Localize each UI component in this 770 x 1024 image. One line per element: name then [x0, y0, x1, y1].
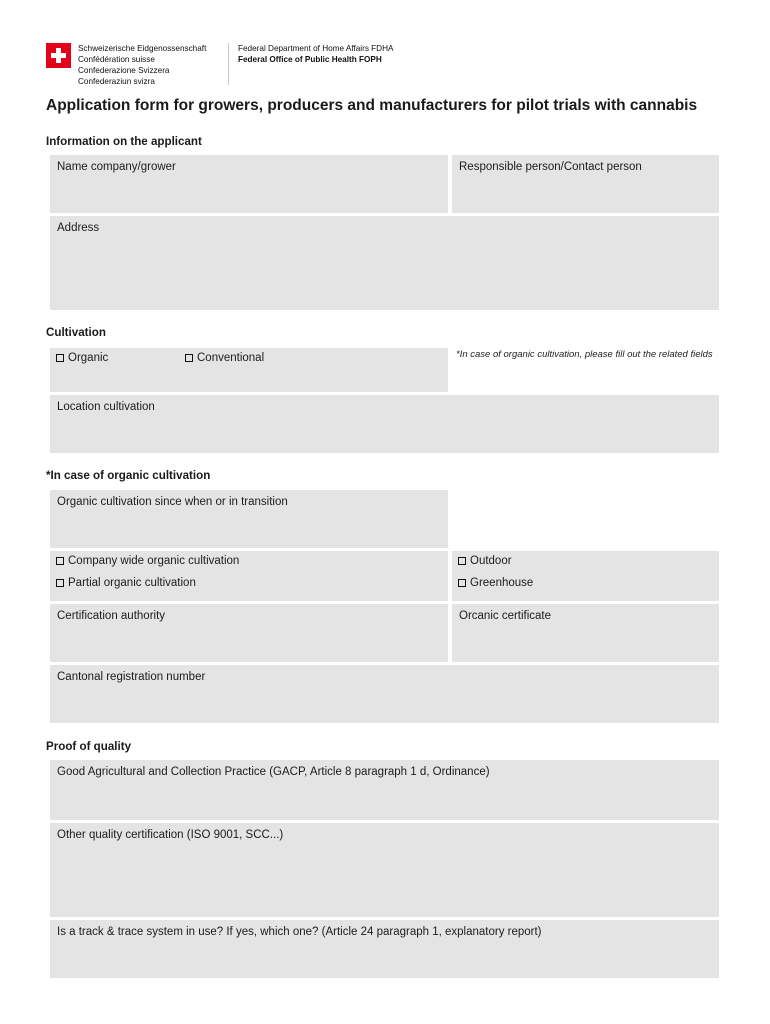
checkbox-square-icon[interactable]: [458, 579, 466, 587]
partial-organic-checkbox[interactable]: [56, 577, 196, 589]
other-quality-certification-field[interactable]: [50, 823, 719, 917]
cantonal-registration-label: Cantonal registration number: [57, 671, 206, 683]
organic-since-label: Organic cultivation since when or in transition: [57, 496, 288, 508]
gacp-label: Good Agricultural and Collection Practice (GACP, Article 8 paragraph 1 d, Ordinance): [57, 766, 490, 778]
confederation-names: [78, 43, 206, 87]
section-heading-applicant: Information on the applicant: [46, 135, 202, 148]
organic-certificate-field[interactable]: [452, 604, 719, 662]
org-name-de: Schweizerische Eidgenossenschaft: [78, 44, 207, 53]
organic-since-field[interactable]: [50, 490, 448, 548]
checkbox-square-icon[interactable]: [458, 557, 466, 565]
contact-person-label: Responsible person/Contact person: [459, 161, 642, 173]
org-name-fr: Confédération suisse: [78, 55, 155, 64]
section-heading-organic: *In case of organic cultivation: [46, 469, 211, 482]
name-company-field[interactable]: [50, 155, 448, 213]
checkbox-square-icon[interactable]: [56, 354, 64, 362]
organic-note: *In case of organic cultivation, please fill out the related fields: [456, 349, 713, 360]
cross-vertical: [56, 48, 61, 63]
section-heading-quality: Proof of quality: [46, 740, 132, 753]
office-name: Federal Office of Public Health FOPH: [238, 55, 382, 64]
page-title: Application form for growers, producers and manufacturers for pilot trials with cannabis: [46, 97, 698, 114]
department-block: [238, 43, 393, 65]
certification-authority-field[interactable]: [50, 604, 448, 662]
checkbox-square-icon[interactable]: [56, 579, 64, 587]
conventional-checkbox[interactable]: [185, 352, 264, 364]
address-field[interactable]: [50, 216, 719, 310]
organic-checkbox[interactable]: [56, 352, 108, 364]
outdoor-label: Outdoor: [470, 555, 512, 567]
department-name: Federal Department of Home Affairs FDHA: [238, 44, 394, 53]
section-heading-cultivation: Cultivation: [46, 326, 106, 339]
certification-authority-label: Certification authority: [57, 610, 166, 622]
gacp-field[interactable]: [50, 760, 719, 820]
org-name-rm: Confederaziun svizra: [78, 77, 155, 86]
checkbox-square-icon[interactable]: [56, 557, 64, 565]
other-quality-certification-label: Other quality certification (ISO 9001, SCC...): [57, 829, 284, 841]
checkbox-square-icon[interactable]: [185, 354, 193, 362]
org-name-it: Confederazione Svizzera: [78, 66, 170, 75]
organic-label: Organic: [68, 352, 109, 364]
header-divider: [228, 43, 229, 85]
track-trace-field[interactable]: [50, 920, 719, 978]
contact-person-field[interactable]: [452, 155, 719, 213]
greenhouse-checkbox[interactable]: [458, 577, 533, 589]
track-trace-label: Is a track & trace system in use? If yes, which one? (Article 24 paragraph 1, explanatory report): [57, 926, 542, 938]
partial-organic-label: Partial organic cultivation: [68, 577, 196, 589]
name-company-label: Name company/grower: [57, 161, 176, 173]
organic-certificate-label: Orcanic certificate: [459, 610, 552, 622]
company-wide-label: Company wide organic cultivation: [68, 555, 240, 567]
company-wide-checkbox[interactable]: [56, 555, 239, 567]
address-label: Address: [57, 222, 100, 234]
outdoor-checkbox[interactable]: [458, 555, 512, 567]
location-cultivation-label: Location cultivation: [57, 401, 155, 413]
swiss-cross-logo: [46, 43, 71, 68]
conventional-label: Conventional: [197, 352, 265, 364]
location-cultivation-field[interactable]: [50, 395, 719, 453]
cantonal-registration-field[interactable]: [50, 665, 719, 723]
greenhouse-label: Greenhouse: [470, 577, 534, 589]
